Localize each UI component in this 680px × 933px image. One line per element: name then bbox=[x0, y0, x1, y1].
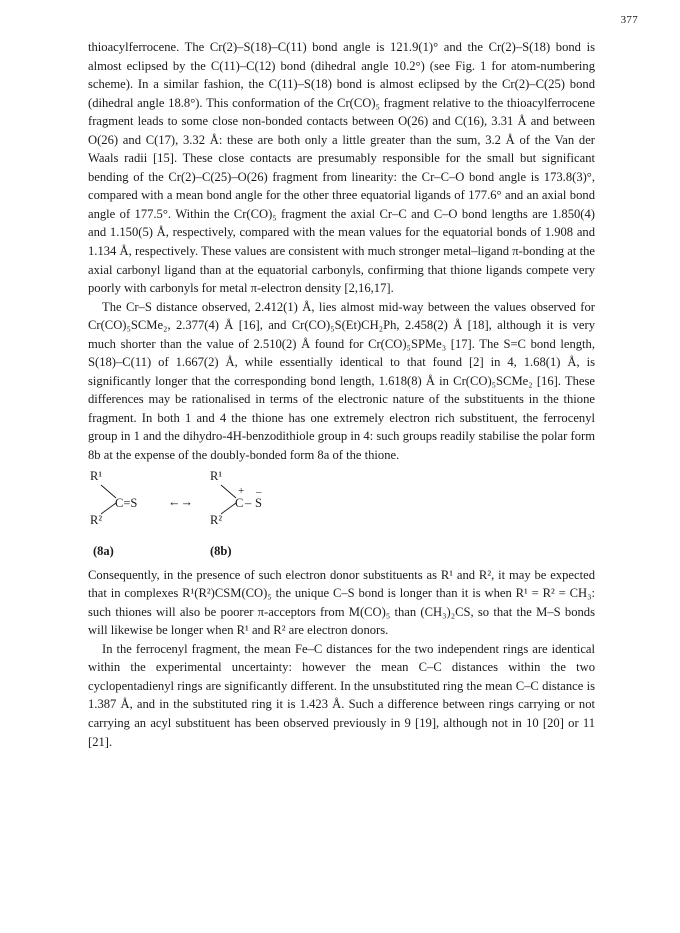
label-8a: (8a) bbox=[93, 543, 114, 558]
form-b-plus: + bbox=[238, 484, 245, 497]
form-b-r2: R² bbox=[210, 512, 223, 527]
article-body bbox=[88, 38, 595, 751]
page-number: 377 bbox=[620, 14, 638, 26]
form-b-r1: R¹ bbox=[210, 468, 223, 483]
form-b-carbon: C bbox=[235, 495, 244, 510]
resonance-scheme bbox=[88, 467, 595, 563]
paragraph-ferrocenyl: In the ferrocenyl fragment, the mean Fe–C distances for the two independent rings are identical within the experimental uncertainty: however the mean C–C distances within the two cyclopentadienyl rings are significantly different. In the unsubstituted ring the mean C–C distance is 1.387 Å, and in the substituted ring it is 1.423 Å. Such a difference between rings carrying or not carrying an acyl substituent has been observed previously in 9 [19], although not in 10 [20] or 11 [21]. bbox=[88, 641, 595, 749]
form-a-bond-r1 bbox=[101, 485, 116, 498]
paragraph-conformation: thioacylferrocene. The Cr(2)–S(18)–C(11) bond angle is 121.9(1)° and the Cr(2)–S(18) bond is almost eclipsed by the C(11)–C(12) bond (dihedral angle 10.2°) (see Fig. 1 for atom-numbering scheme). In a similar fashion, the C(11)–S(18) bond is almost eclipsed by the Cr(2)–C(25) bond (dihedral angle 18.8°). This conformation of the Cr(CO)₅ fragment relative to the thioacylferrocene fragment leads to some close non-bonded contacts between O(26) and C(16), 3.31 Å and between O(26) and C(17), 3.32 Å: these are both only a little greater than the sum, 3.2 Å of the Van der Waals radii [15]. These close contacts are presumably responsible for the small but significant bending of the Cr(2)–C(25)–O(26) fragment from linearity: the Cr–C–O bond angle is 173.8(3)°, compared with a mean bond angle for the other three equatorial ligands of 177.6° and an axial bond angle of 177.5°. Within the Cr(CO)₅ fragment the axial Cr–C and C–O bond lengths are 1.850(4) and 1.150(5) Å, respectively, compared with the mean values for the equatorial bonds of 1.908 and 1.134 Å, respectively. These values are consistent with much stronger metal–ligand π-bonding at the axial carbonyl ligand than at the equatorial carbonyls, confirming that thione ligands compete very poorly with carbonyls for metal π-electron density [2,16,17]. bbox=[88, 40, 595, 296]
form-a-r1: R¹ bbox=[90, 468, 103, 483]
resonance-structures bbox=[88, 467, 348, 563]
form-a-thione: C=S bbox=[115, 495, 138, 510]
paragraph-donor-substituents: Consequently, in the presence of such electron donor substituents as R¹ and R², it may be expected that in complexes R¹(R²)CSM(CO)₅ the unique C–S bond is longer than it is when R¹ = R² = CH₃: such thiones will also be poorer π-acceptors from M(CO)₅ than (CH₃)₂CS, so that the M–S bonds will likewise be longer when R¹ and R² are electron donors. bbox=[88, 567, 595, 638]
resonance-arrow: ←→ bbox=[168, 494, 193, 509]
form-a-bond-r2 bbox=[101, 503, 116, 514]
label-8b: (8b) bbox=[210, 543, 232, 558]
form-b-bond-r1 bbox=[221, 485, 236, 498]
paragraph-cr-s-distance: The Cr–S distance observed, 2.412(1) Å, lies almost mid-way between the values observed for Cr(CO)₅SCMe₂, 2.377(4) Å [16], and Cr(CO)₅S(Et)CH₂Ph, 2.458(2) Å [18], although it is very much shorter than the value of 2.510(2) Å found for Cr(CO)₅SPMe₃ [17]. The S=C bond length, S(18)–C(11) of 1.667(2) Å, while essentially identical to that found [2] in 4, 1.68(1) Å, is significantly longer that the corresponding bond length, 1.618(8) Å in Cr(CO)₅SCMe₂ [16]. These differences may be rationalised in terms of the electronic nature of the substituents in the thione fragment. In both 1 and 4 the thione has one extremely electron rich substituent, the ferrocenyl group in 1 and the dihydro-4H-benzodithiole group in 4: such groups readily stabilise the polar form 8b at the expense of the doubly-bonded form 8a of the thione. bbox=[88, 299, 595, 463]
form-b-single-bond: – bbox=[245, 495, 252, 510]
form-b-sulfur: S bbox=[255, 495, 262, 510]
form-b-minus: – bbox=[256, 485, 262, 498]
form-b-bond-r2 bbox=[221, 503, 236, 514]
form-a-r2: R² bbox=[90, 512, 103, 527]
